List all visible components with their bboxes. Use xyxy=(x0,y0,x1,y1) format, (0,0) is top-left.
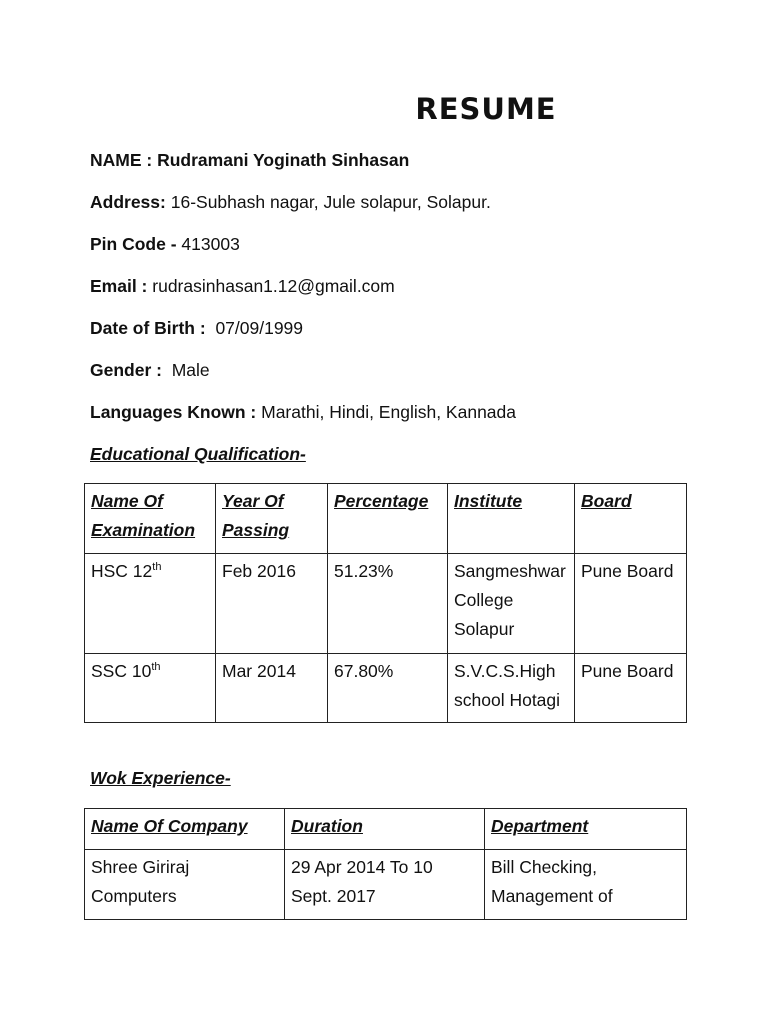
institute-line1: Sangmeshwar xyxy=(454,561,566,581)
email-value: rudrasinhasan1.12@gmail.com xyxy=(152,276,395,296)
pin-code-label: Pin Code - xyxy=(90,234,177,254)
table-row xyxy=(85,654,687,723)
institute-line1: S.V.C.S.High xyxy=(454,661,556,681)
dob-field xyxy=(90,318,303,339)
table-row xyxy=(85,554,687,654)
languages-field xyxy=(90,402,516,423)
name-value: Rudramani Yoginath Sinhasan xyxy=(157,150,410,170)
table-row xyxy=(85,850,687,920)
cell-duration xyxy=(285,850,485,920)
header-exam xyxy=(85,484,216,554)
header-year-line1: Year Of xyxy=(222,491,284,511)
experience-table xyxy=(84,808,687,920)
cell-exam xyxy=(85,654,216,723)
languages-label: Languages Known : xyxy=(90,402,257,422)
cell-year: Mar 2014 xyxy=(216,654,328,723)
cell-board: Pune Board xyxy=(575,654,687,723)
email-field xyxy=(90,276,395,297)
company-line2: Computers xyxy=(91,886,177,906)
education-table xyxy=(84,483,687,723)
exam-superscript: th xyxy=(152,561,162,573)
cell-institute xyxy=(448,654,575,723)
header-institute: Institute xyxy=(448,484,575,554)
header-duration: Duration xyxy=(285,809,485,850)
department-line2: Management of xyxy=(491,886,613,906)
cell-institute xyxy=(448,554,575,654)
address-field xyxy=(90,192,491,213)
experience-header-row xyxy=(85,809,687,850)
company-line1: Shree Giriraj xyxy=(91,857,190,877)
header-board: Board xyxy=(575,484,687,554)
education-heading: Educational Qualification- xyxy=(90,444,306,464)
address-label: Address: xyxy=(90,192,166,212)
name-label: NAME : xyxy=(90,150,153,170)
duration-line1: 29 Apr 2014 To 10 xyxy=(291,857,433,877)
dob-label: Date of Birth : xyxy=(90,318,206,338)
name-field xyxy=(90,150,409,171)
cell-company xyxy=(85,850,285,920)
experience-heading: Wok Experience- xyxy=(90,768,231,788)
header-department: Department xyxy=(485,809,687,850)
address-value: 16-Subhash nagar, Jule solapur, Solapur. xyxy=(170,192,491,212)
institute-line3: Solapur xyxy=(454,619,515,639)
gender-field xyxy=(90,360,210,381)
languages-value: Marathi, Hindi, English, Kannada xyxy=(261,402,516,422)
cell-board: Pune Board xyxy=(575,554,687,654)
gender-value: Male xyxy=(171,360,210,380)
header-exam-line1: Name Of xyxy=(91,491,163,511)
email-label: Email : xyxy=(90,276,148,296)
cell-percentage: 67.80% xyxy=(328,654,448,723)
header-exam-line2: Examination xyxy=(91,520,196,540)
header-percentage: Percentage xyxy=(328,484,448,554)
pin-code-value: 413003 xyxy=(181,234,240,254)
institute-line2: College xyxy=(454,590,514,610)
duration-line2: Sept. 2017 xyxy=(291,886,376,906)
cell-exam xyxy=(85,554,216,654)
cell-department xyxy=(485,850,687,920)
cell-year: Feb 2016 xyxy=(216,554,328,654)
resume-title: RESUME xyxy=(415,92,557,126)
gender-label: Gender : xyxy=(90,360,162,380)
exam-text: HSC 12 xyxy=(91,561,153,581)
header-year xyxy=(216,484,328,554)
department-line1: Bill Checking, xyxy=(491,857,598,877)
dob-value: 07/09/1999 xyxy=(215,318,304,338)
cell-percentage: 51.23% xyxy=(328,554,448,654)
pin-code-field xyxy=(90,234,240,255)
header-year-line2: Passing xyxy=(222,520,290,540)
header-company: Name Of Company xyxy=(85,809,285,850)
exam-text: SSC 10 xyxy=(91,661,152,681)
exam-superscript: th xyxy=(151,661,161,673)
institute-line2: school Hotagi xyxy=(454,690,561,710)
education-header-row xyxy=(85,484,687,554)
